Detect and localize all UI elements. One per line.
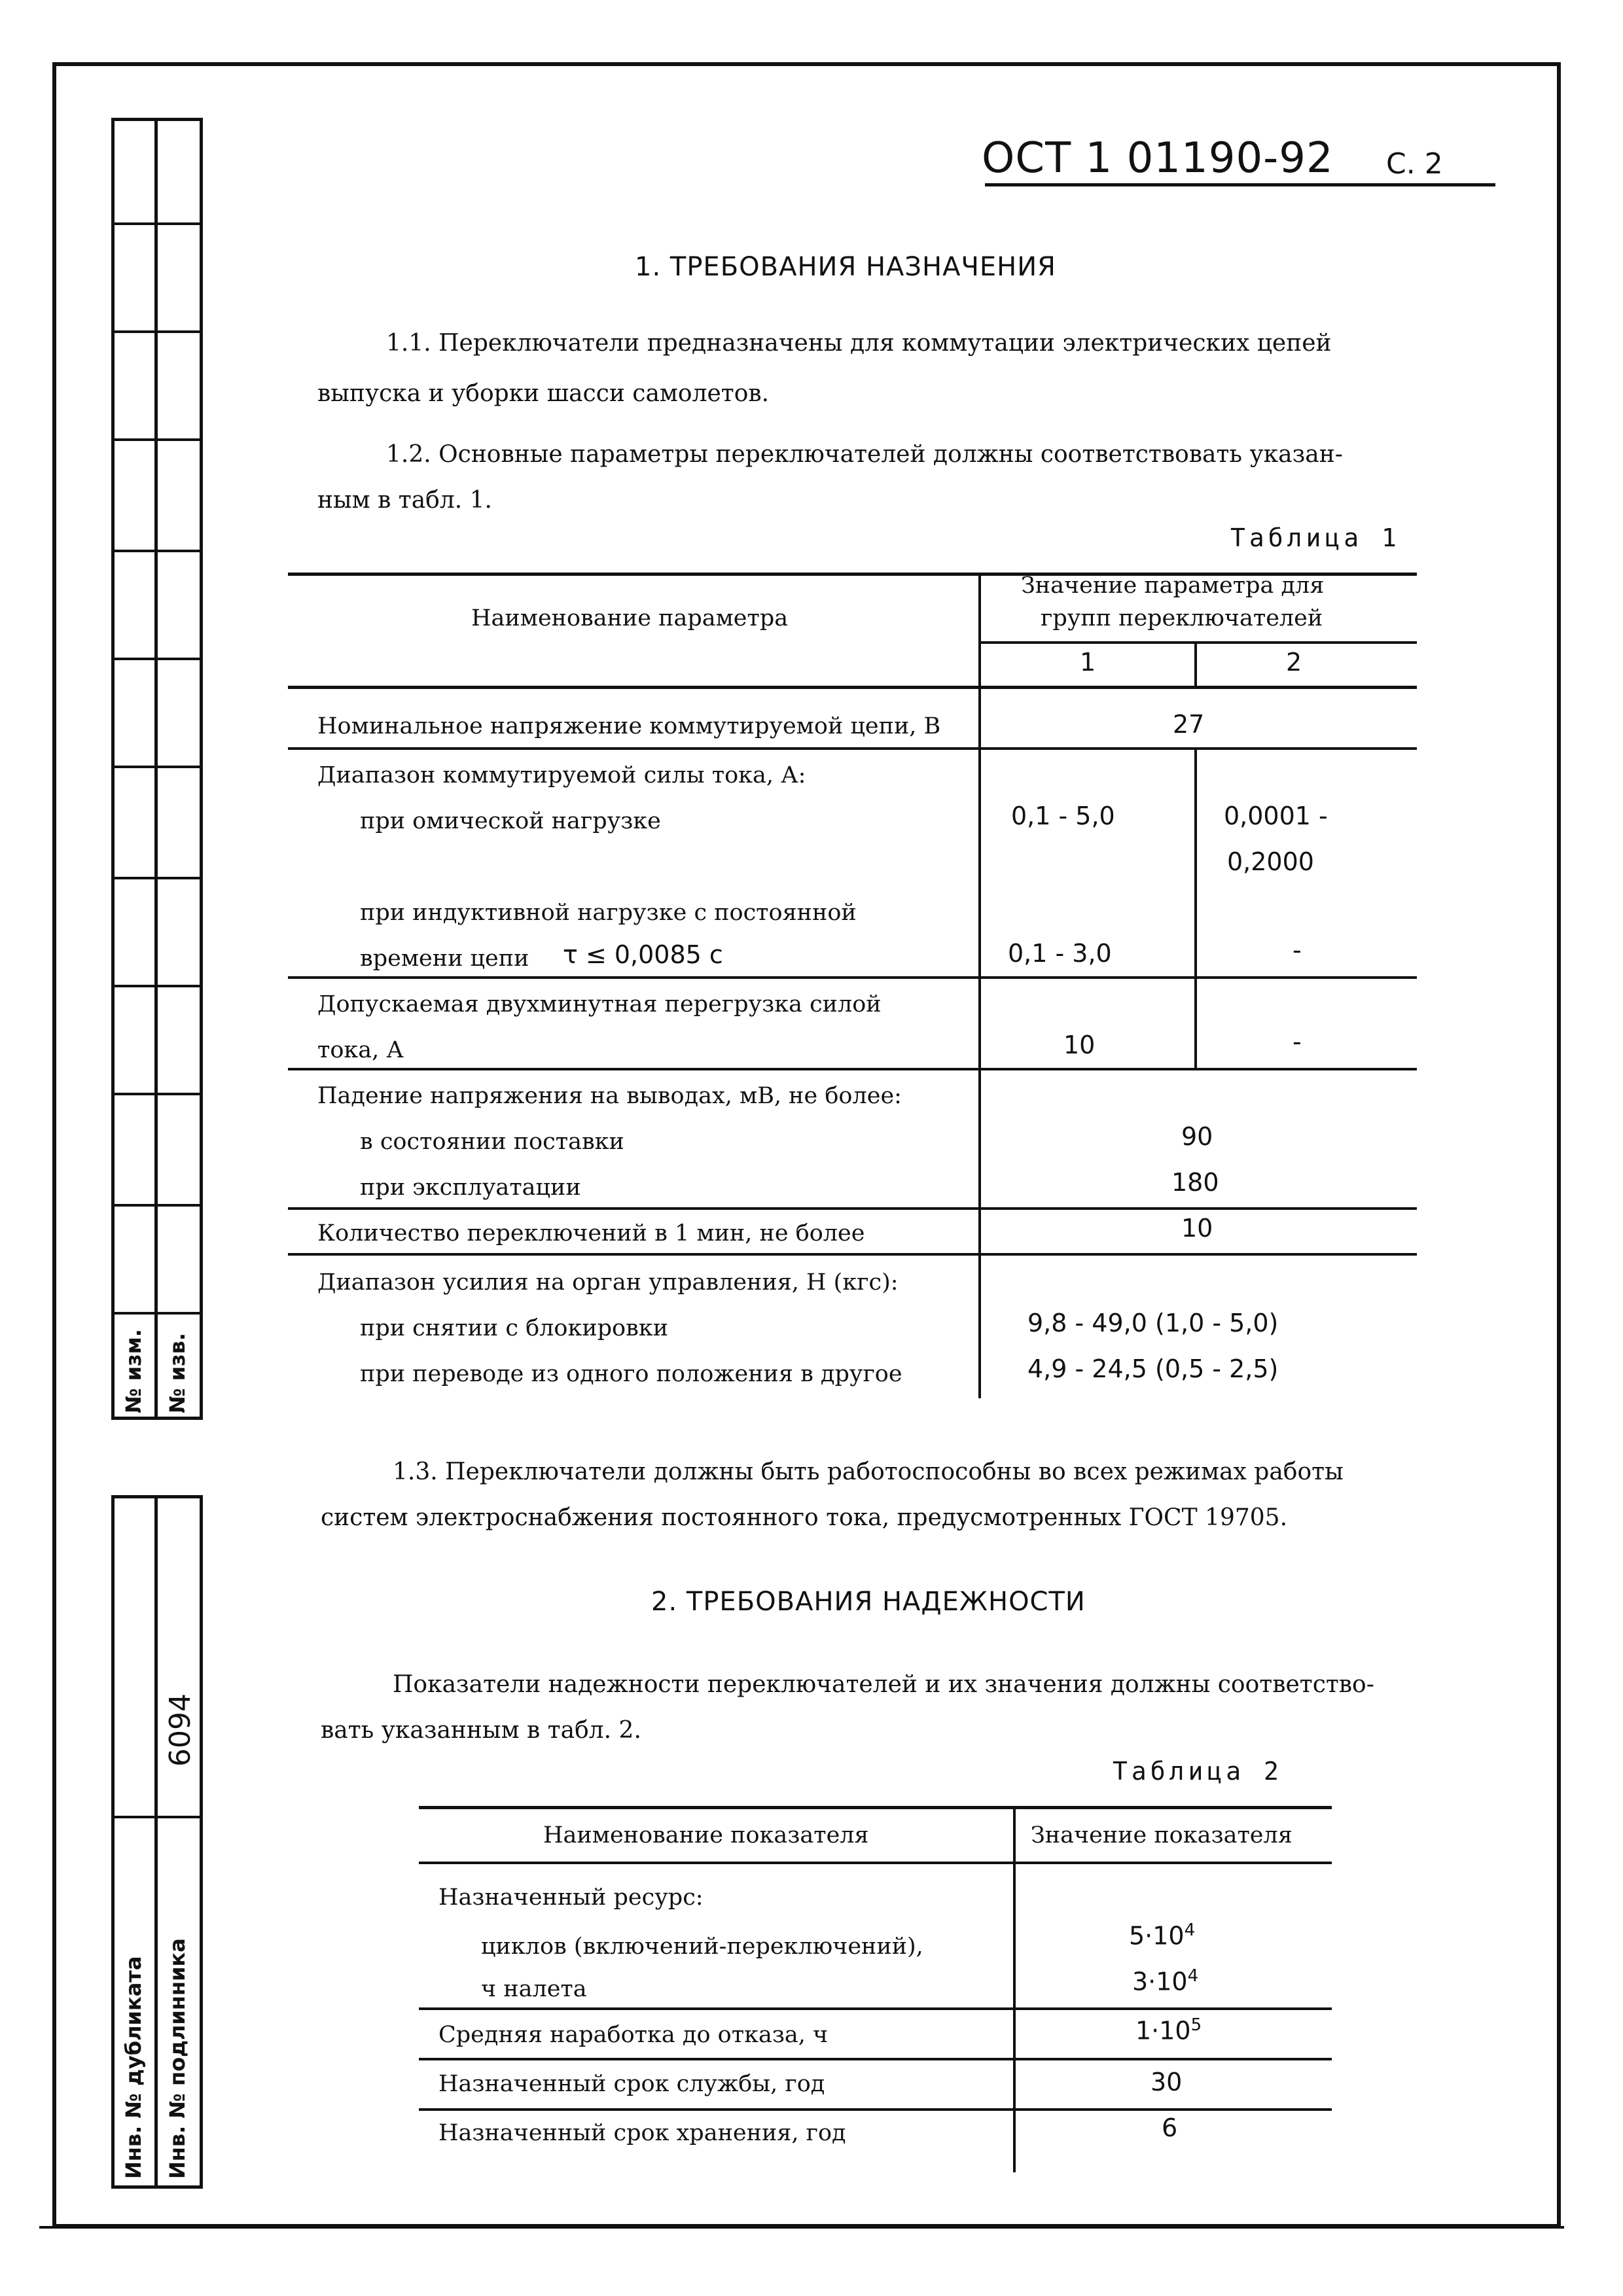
paragraph-1-3-line1: 1.3. Переключатели должны быть работоспособны во всех режимах работы: [393, 1458, 1344, 1485]
table1-cell: при эксплуатации: [360, 1174, 581, 1201]
section1-title: 1. ТРЕБОВАНИЯ НАЗНАЧЕНИЯ: [635, 252, 1056, 282]
table2-cell: Назначенный ресурс:: [438, 1884, 704, 1911]
table1-cell: при индуктивной нагрузке с постоянной: [360, 900, 857, 926]
table1-value: 9,8 - 49,0 (1,0 - 5,0): [1027, 1309, 1279, 1337]
table2-caption: Таблица 2: [1113, 1757, 1283, 1786]
table1-cell: Диапазон коммутируемой силы тока, А:: [317, 762, 806, 788]
paragraph-1-1-line2: выпуска и уборки шасси самолетов.: [317, 380, 770, 407]
table1-group-2: 2: [1286, 648, 1302, 677]
table1-value: -: [1293, 936, 1302, 964]
table2-value: [1132, 1966, 1198, 1996]
table2-cell: Средняя наработка до отказа, ч: [438, 2022, 829, 2048]
margin-row-rule: [111, 1312, 203, 1315]
margin-row-rule: [111, 1093, 203, 1095]
document-code: ОСТ 1 01190-92: [982, 134, 1334, 183]
table1-cell: тока, А: [317, 1037, 404, 1063]
margin-row-rule: [111, 985, 203, 987]
table1-rule: [288, 686, 1417, 689]
margin-row-rule: [111, 766, 203, 768]
table2-value-exponent: 4: [1187, 1966, 1199, 1986]
margin-row-rule: [111, 438, 203, 441]
table1-cell: Допускаемая двухминутная перегрузка силой: [317, 991, 882, 1017]
table2-value-exponent: 5: [1190, 2015, 1202, 2035]
inventory-original-label: Инв. № подлинника: [165, 1938, 190, 2179]
table1-rule: [288, 747, 1417, 750]
section2-title: 2. ТРЕБОВАНИЯ НАДЕЖНОСТИ: [651, 1587, 1086, 1617]
bottom-edge: [39, 2226, 1564, 2229]
table1-value: 0,1 - 3,0: [1008, 939, 1112, 968]
table2-rule: [419, 1806, 1332, 1809]
table1-cell: при переводе из одного положения в другое: [360, 1361, 902, 1387]
paragraph-2-line1: Показатели надежности переключателей и их значения должны соответство-: [393, 1671, 1374, 1698]
table1-column-divider: [1194, 641, 1197, 686]
paragraph-1-1-line1: 1.1. Переключатели предназначены для коммутации электрических цепей: [386, 330, 1332, 357]
table1-header-value: групп переключателей: [1041, 605, 1323, 631]
margin-row-rule: [111, 330, 203, 333]
table2-rule: [419, 2108, 1332, 2111]
table1-cell: Номинальное напряжение коммутируемой цепи, В: [317, 713, 941, 739]
table2-value-exponent: 4: [1184, 1920, 1196, 1940]
table2-value-base: 1·10: [1135, 2016, 1191, 2045]
paragraph-1-2-line2: ным в табл. 1.: [317, 487, 492, 514]
margin-row-rule: [111, 222, 203, 225]
header-rule: [985, 183, 1495, 186]
inventory-duplicate-label: Инв. № дубликата: [121, 1956, 146, 2179]
margin-row-rule: [111, 550, 203, 552]
page-number: С. 2: [1386, 147, 1443, 181]
table1-header-param: Наименование параметра: [471, 605, 789, 631]
margin-row-rule: [111, 658, 203, 660]
margin-strip-divider: [154, 1495, 158, 2189]
table1-rule: [288, 1253, 1417, 1256]
table1-cell: Количество переключений в 1 мин, не более: [317, 1220, 865, 1246]
table1-value: 10: [1181, 1214, 1213, 1243]
table2-value: 30: [1150, 2068, 1183, 2096]
table1-cell: Падение напряжения на выводах, мВ, не более:: [317, 1083, 902, 1109]
table1-rule: [288, 1068, 1417, 1070]
table2-rule: [419, 1862, 1332, 1864]
table1-value: 10: [1063, 1031, 1096, 1059]
table2-value: [1135, 2015, 1202, 2045]
table1-value: 4,9 - 24,5 (0,5 - 2,5): [1027, 1354, 1279, 1383]
table2-header-value: Значение показателя: [1031, 1822, 1293, 1848]
table1-value: 0,2000: [1227, 847, 1314, 876]
table2-column-divider: [1013, 1806, 1016, 2172]
table2-rule: [419, 2007, 1332, 2010]
notice-number-label: № изв.: [165, 1332, 190, 1413]
table1-header-value: Значение параметра для: [1021, 573, 1325, 599]
table1-cell: при омической нагрузке: [360, 808, 661, 834]
paragraph-2-line2: вать указанным в табл. 2.: [321, 1717, 641, 1744]
table1-cell: при снятии с блокировки: [360, 1315, 669, 1341]
table1-caption: Таблица 1: [1230, 523, 1400, 552]
paragraph-1-3-line2: систем электроснабжения постоянного тока, предусмотренных ГОСТ 19705.: [321, 1504, 1288, 1531]
change-number-label: № изм.: [121, 1329, 146, 1413]
table2-header-name: Наименование показателя: [543, 1822, 869, 1848]
table2-value: 6: [1162, 2113, 1178, 2142]
inventory-value: 6094: [164, 1693, 197, 1767]
table1-rule: [288, 976, 1417, 979]
table1-column-divider: [978, 573, 981, 1398]
table1-value: 0,0001 -: [1224, 802, 1328, 830]
table2-value-base: 5·10: [1129, 1921, 1185, 1951]
table1-cell: времени цепи: [360, 945, 529, 972]
table1-rule: [288, 1207, 1417, 1210]
table1-cell: Диапазон усилия на орган управления, Н (кгс):: [317, 1269, 899, 1296]
margin-row-rule: [111, 877, 203, 879]
table1-value: τ ≤ 0,0085 с: [563, 940, 723, 969]
table1-value: 0,1 - 5,0: [1011, 802, 1115, 830]
margin-strip-divider: [154, 118, 158, 1420]
table2-rule: [419, 2058, 1332, 2060]
page-frame: [52, 62, 1561, 2228]
table1-column-divider: [1194, 747, 1197, 1068]
table1-value: 27: [1173, 710, 1205, 739]
table2-cell: циклов (включений-переключений),: [481, 1934, 923, 1960]
table1-value: 180: [1171, 1168, 1219, 1197]
table2-cell: ч налета: [481, 1976, 587, 2002]
table1-value: 90: [1181, 1122, 1213, 1151]
margin-row-rule: [111, 1816, 203, 1818]
table1-cell: в состоянии поставки: [360, 1129, 624, 1155]
table1-value: -: [1293, 1027, 1302, 1056]
table2-cell: Назначенный срок хранения, год: [438, 2120, 846, 2146]
table2-value: [1129, 1920, 1195, 1951]
margin-row-rule: [111, 1204, 203, 1207]
table2-value-base: 3·10: [1132, 1967, 1188, 1996]
table1-rule: [978, 641, 1417, 644]
table1-group-1: 1: [1080, 648, 1096, 677]
paragraph-1-2-line1: 1.2. Основные параметры переключателей должны соответствовать указан-: [386, 441, 1343, 468]
table2-cell: Назначенный срок службы, год: [438, 2071, 825, 2097]
